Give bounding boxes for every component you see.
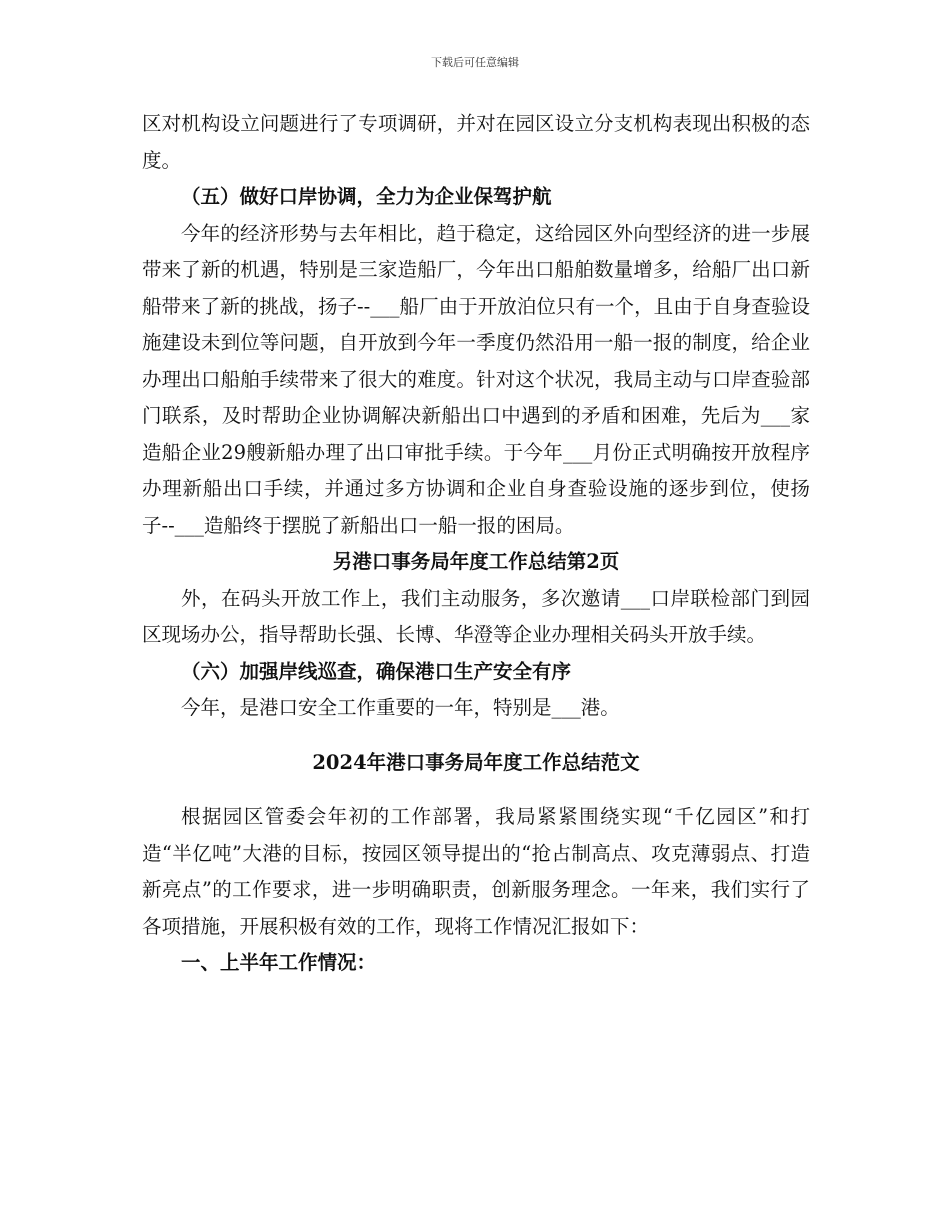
paragraph-intro: 根据园区管委会年初的工作部署，我局紧紧围绕实现“千亿园区”和打造“半亿吨”大港的目标，按园区领导提出的“抢占制高点、攻克薄弱点、打造新亮点”的工作要求，进一步明确职责，创新服务理念。一年来，我们实行了各项措施，开展积极有效的工作，现将工作情况汇报如下： <box>142 805 810 938</box>
section-heading-1: 一、上半年工作情况： <box>181 951 377 974</box>
page-header: 下载后可任意编辑 <box>431 56 519 69</box>
section-heading-6: （六）加强岸线巡查，确保港口生产安全有序 <box>181 659 572 683</box>
paragraph-dock-opening: 外，在码头开放工作上，我们主动服务，多次邀请___口岸联检部门到园区现场办公，指导帮助长强、长博、华澄等企业办理相关码头开放手续。 <box>142 586 810 646</box>
page-title-2: 另港口事务局年度工作总结第2页 <box>332 550 620 573</box>
paragraph-safety: 今年，是港口安全工作重要的一年，特别是___港。 <box>181 696 620 719</box>
paragraph-continuation: 区对机构设立问题进行了专项调研，并对在园区设立分支机构表现出积极的态度。 <box>142 112 810 172</box>
document-body <box>142 106 810 982</box>
paragraph-port-coordination: 今年的经济形势与去年相比，趋于稳定，这给园区外向型经济的进一步展带来了新的机遇，特别是三家造船厂，今年出口船舶数量增多，给船厂出口新船带来了新的挑战，扬子--___船厂由于开放泊位只有一个，且由于自身查验设施建设未到位等问题，自开放到今年一季度仍然沿用一船一报的制度，给企业办理出口船舶手续带来了很大的难度。针对这个状况，我局主动与口岸查验部门联系，及时帮助企业协调解决新船出口中遇到的矛盾和困难，先后为___家造船企业29艘新船办理了出口审批手续。于今年___月份正式明确按开放程序办理新船出口手续，并通过多方协调和企业自身查验设施的逐步到位，使扬子--___造船终于摆脱了新船出口一船一报的困局。 <box>142 221 810 537</box>
section-heading-5: （五）做好口岸协调，全力为企业保驾护航 <box>181 185 552 208</box>
document-title: 2024年港口事务局年度工作总结范文 <box>312 750 640 774</box>
